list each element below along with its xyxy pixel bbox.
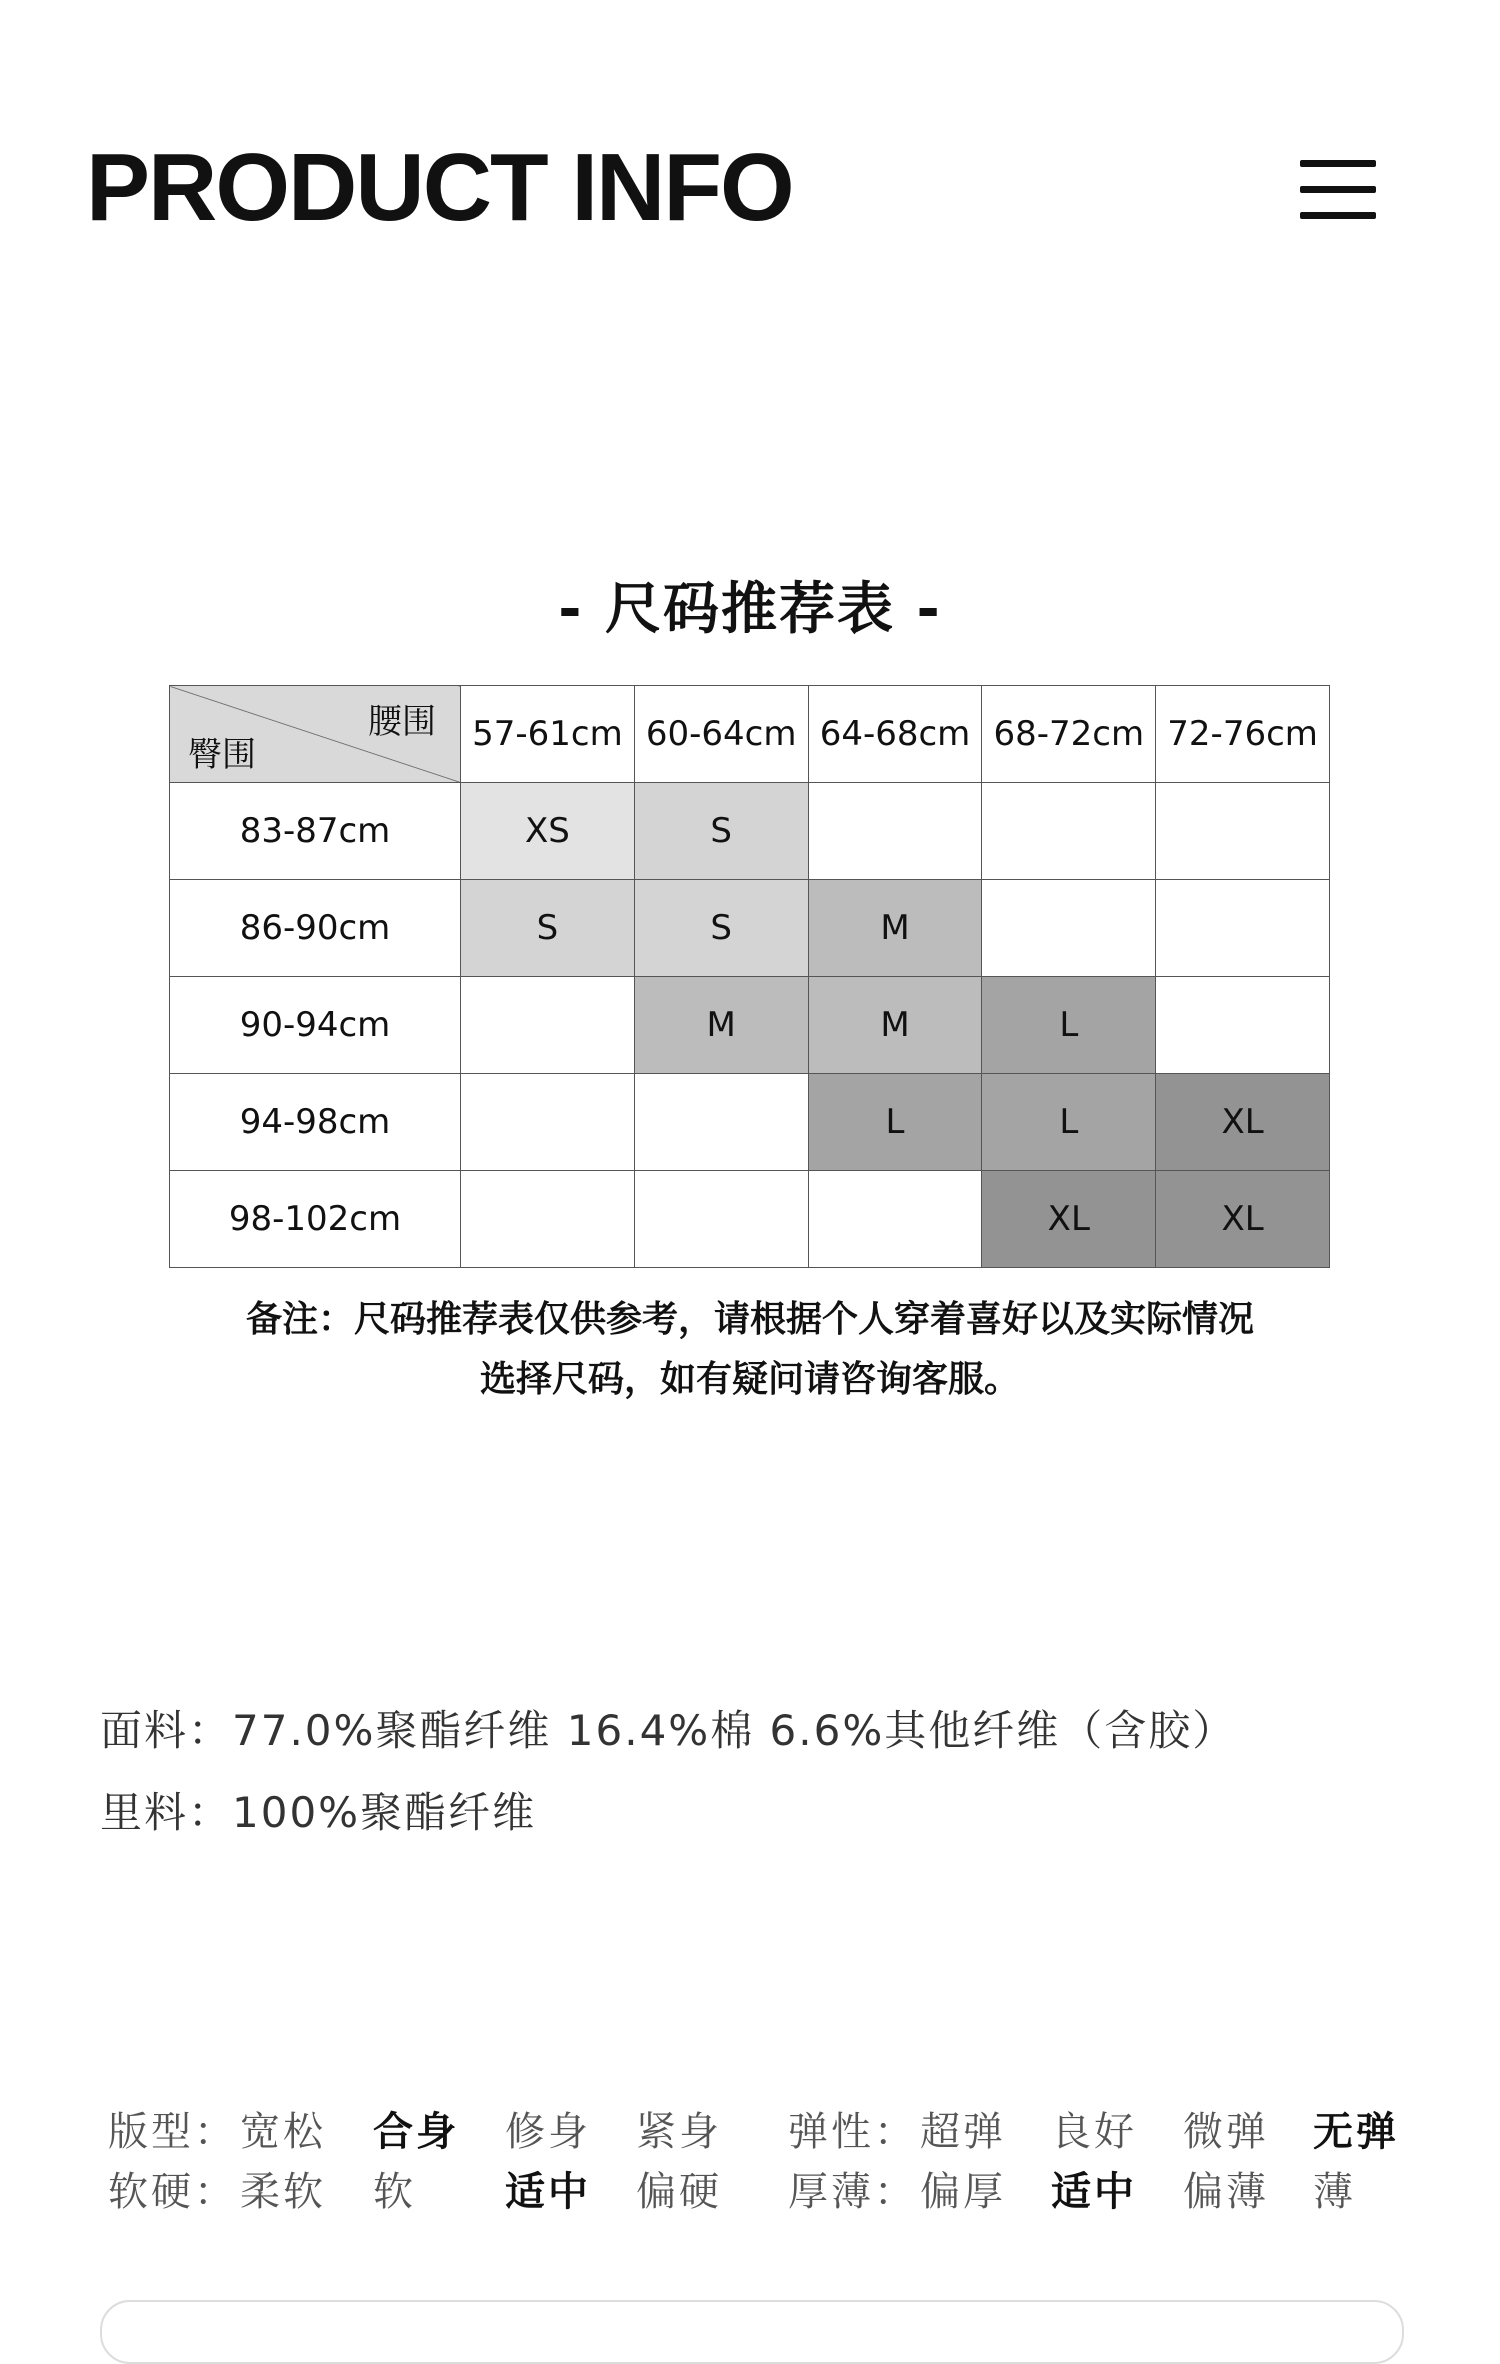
size-cell: S <box>634 783 808 880</box>
fit-label: 版型： <box>108 2109 237 2155</box>
size-note <box>0 1290 1500 1410</box>
row-header: 94-98cm <box>170 1074 461 1171</box>
size-cell: M <box>808 880 982 977</box>
size-cell: L <box>808 1074 982 1171</box>
elasticity-option-selected: 无弹 <box>1313 2109 1399 2155</box>
size-cell: S <box>461 880 635 977</box>
softness-option: 偏硬 <box>636 2169 722 2215</box>
size-cell <box>1156 783 1330 880</box>
size-cell <box>1156 977 1330 1074</box>
outer-fabric-text: 面料：77.0%聚酯纤维 16.4%棉 6.6%其他纤维（含胶） <box>100 1706 1237 1755</box>
elasticity-option: 超弹 <box>920 2109 1006 2155</box>
table-row <box>170 880 1330 977</box>
table-row <box>170 1074 1330 1171</box>
lining-fabric-text: 里料：100%聚酯纤维 <box>100 1788 537 1837</box>
thickness-label: 厚薄： <box>788 2169 917 2215</box>
table-corner-cell <box>170 686 461 783</box>
size-cell: XL <box>1156 1074 1330 1171</box>
softness-option: 软 <box>373 2169 416 2215</box>
size-cell: S <box>634 880 808 977</box>
row-header: 90-94cm <box>170 977 461 1074</box>
hip-label: 臀围 <box>188 735 256 775</box>
fabric-composition <box>100 1690 1236 1854</box>
fit-option: 修身 <box>505 2109 591 2155</box>
size-cell: XL <box>982 1171 1156 1268</box>
waist-label: 腰围 <box>368 702 436 742</box>
thickness-option: 薄 <box>1313 2169 1356 2215</box>
row-header: 98-102cm <box>170 1171 461 1268</box>
size-cell <box>1156 880 1330 977</box>
size-cell <box>461 1074 635 1171</box>
size-cell: L <box>982 1074 1156 1171</box>
fit-option: 宽松 <box>240 2109 326 2155</box>
size-cell <box>808 1171 982 1268</box>
table-row <box>170 1171 1330 1268</box>
thickness-option: 偏厚 <box>920 2169 1006 2215</box>
softness-option-selected: 适中 <box>505 2169 591 2215</box>
size-cell <box>461 1171 635 1268</box>
size-chart-title: - 尺码推荐表 - <box>558 577 942 642</box>
note-line: 选择尺码，如有疑问请咨询客服。 <box>479 1359 1020 1400</box>
elasticity-option: 良好 <box>1051 2109 1137 2155</box>
size-cell: M <box>808 977 982 1074</box>
thickness-option: 偏薄 <box>1183 2169 1269 2215</box>
table-row <box>170 783 1330 880</box>
elasticity-label: 弹性： <box>788 2109 917 2155</box>
column-header: 68-72cm <box>982 686 1156 783</box>
size-cell: M <box>634 977 808 1074</box>
note-line: 备注：尺码推荐表仅供参考，请根据个人穿着喜好以及实际情况 <box>245 1299 1254 1340</box>
row-header: 83-87cm <box>170 783 461 880</box>
thickness-option-selected: 适中 <box>1051 2169 1137 2215</box>
column-header: 72-76cm <box>1156 686 1330 783</box>
fit-option-selected: 合身 <box>373 2109 459 2155</box>
size-recommendation-table <box>169 685 1330 1268</box>
softness-label: 软硬： <box>108 2169 237 2215</box>
column-header: 57-61cm <box>461 686 635 783</box>
column-header: 64-68cm <box>808 686 982 783</box>
page-title: PRODUCT INFO <box>86 134 793 241</box>
size-cell <box>461 977 635 1074</box>
elasticity-option: 微弹 <box>1183 2109 1269 2155</box>
size-cell <box>808 783 982 880</box>
size-cell <box>982 880 1156 977</box>
size-cell <box>982 783 1156 880</box>
hamburger-menu-icon[interactable] <box>1300 160 1376 220</box>
size-cell: XS <box>461 783 635 880</box>
size-cell: XL <box>1156 1171 1330 1268</box>
bottom-card-edge <box>100 2300 1404 2364</box>
size-cell <box>634 1074 808 1171</box>
row-header: 86-90cm <box>170 880 461 977</box>
fit-option: 紧身 <box>636 2109 722 2155</box>
table-row <box>170 977 1330 1074</box>
table-header-row <box>170 686 1330 783</box>
size-cell: L <box>982 977 1156 1074</box>
column-header: 60-64cm <box>634 686 808 783</box>
softness-option: 柔软 <box>240 2169 326 2215</box>
size-cell <box>634 1171 808 1268</box>
